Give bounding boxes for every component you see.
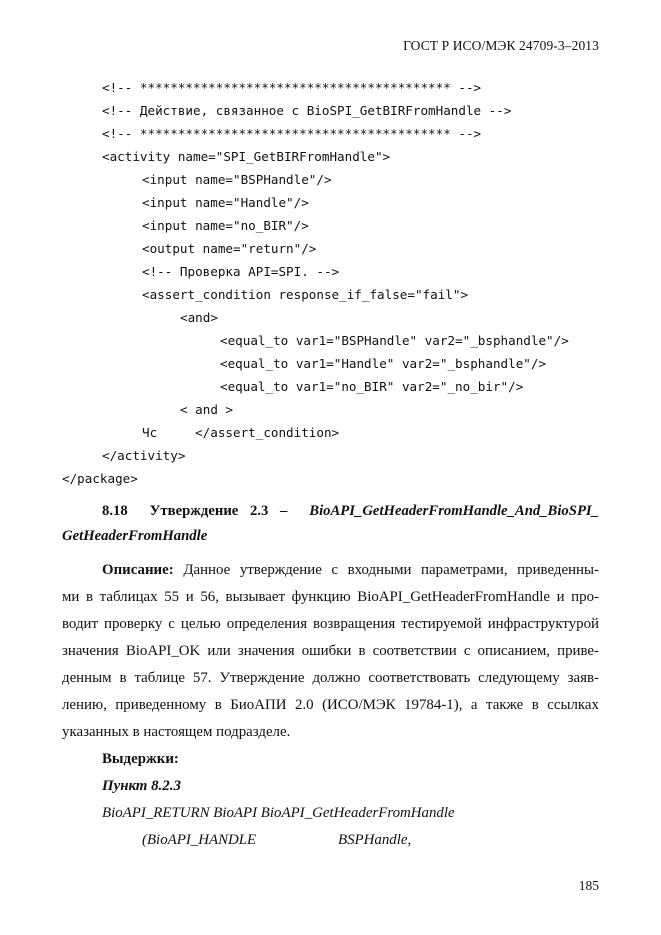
code-line: <input name="Handle"/> <box>142 195 309 210</box>
paragraph-line <box>102 560 599 580</box>
code-line: <assert_condition response_if_false="fail"> <box>142 287 469 302</box>
section-title-italic-continued: GetHeaderFromHandle <box>62 528 208 544</box>
code-line: </activity> <box>102 448 186 463</box>
paragraph-line: водит проверку с целью определения возвращения тестируемой инфраструктурой <box>62 616 599 632</box>
code-line: < and > <box>180 402 234 417</box>
description-line-text: Данное утверждение с входными параметрами, приведенны- <box>183 562 599 578</box>
code-line: <and> <box>180 310 218 325</box>
code-line: <input name="no_BIR"/> <box>142 218 309 233</box>
param-name: BSPHandle, <box>338 832 412 848</box>
section-title-prefix: Утверждение 2.3 – <box>149 503 288 519</box>
code-line: <equal_to var1="no_BIR" var2="_no_bir"/> <box>220 379 524 394</box>
paragraph-line: значения BioAPI_OK или значения ошибки в соответствии с описанием, приве- <box>62 643 599 659</box>
code-line: <!-- Действие, связанное с BioSPI_GetBIRFromHandle --> <box>102 103 512 118</box>
code-line: <activity name="SPI_GetBIRFromHandle"> <box>102 149 391 164</box>
section-title-italic: BioAPI_GetHeaderFromHandle_And_BioSPI_ <box>309 503 599 519</box>
code-line: <equal_to var1="Handle" var2="_bsphandle"/> <box>220 356 547 371</box>
code-line: <input name="BSPHandle"/> <box>142 172 332 187</box>
param-type: (BioAPI_HANDLE <box>142 832 257 848</box>
page-header: ГОСТ Р ИСО/МЭК 24709-3–2013 <box>403 38 599 53</box>
paragraph-line: ми в таблицах 55 и 56, вызывает функцию BioAPI_GetHeaderFromHandle и про- <box>62 589 599 605</box>
section-heading-line2 <box>62 526 207 546</box>
code-line: <!-- Проверка API=SPI. --> <box>142 264 340 279</box>
code-line: <!-- ***************************************** --> <box>102 126 482 141</box>
section-heading-line1 <box>102 501 599 521</box>
code-line: Чc </assert_condition> <box>142 425 340 440</box>
paragraph-line: указанных в настоящем подразделе. <box>62 724 291 740</box>
paragraph-line: денным в таблице 57. Утверждение должно соответствовать следующему заяв- <box>62 670 599 686</box>
page-number: 185 <box>578 878 599 893</box>
code-line: <!-- ***************************************** --> <box>102 80 482 95</box>
paragraph-line: лению, приведенному в БиоАПИ 2.0 (ИСО/МЭК 19784-1), а также в ссылках <box>62 697 599 713</box>
clause-reference: Пункт 8.2.3 <box>102 778 181 794</box>
code-line: <equal_to var1="BSPHandle" var2="_bsphandle"/> <box>220 333 569 348</box>
function-signature: BioAPI_RETURN BioAPI BioAPI_GetHeaderFromHandle <box>102 805 455 821</box>
section-number: 8.18 <box>102 503 128 519</box>
description-label: Описание: <box>102 562 174 578</box>
code-line: <output name="return"/> <box>142 241 317 256</box>
excerpts-label: Выдержки: <box>102 751 179 767</box>
code-line: </package> <box>62 471 138 486</box>
